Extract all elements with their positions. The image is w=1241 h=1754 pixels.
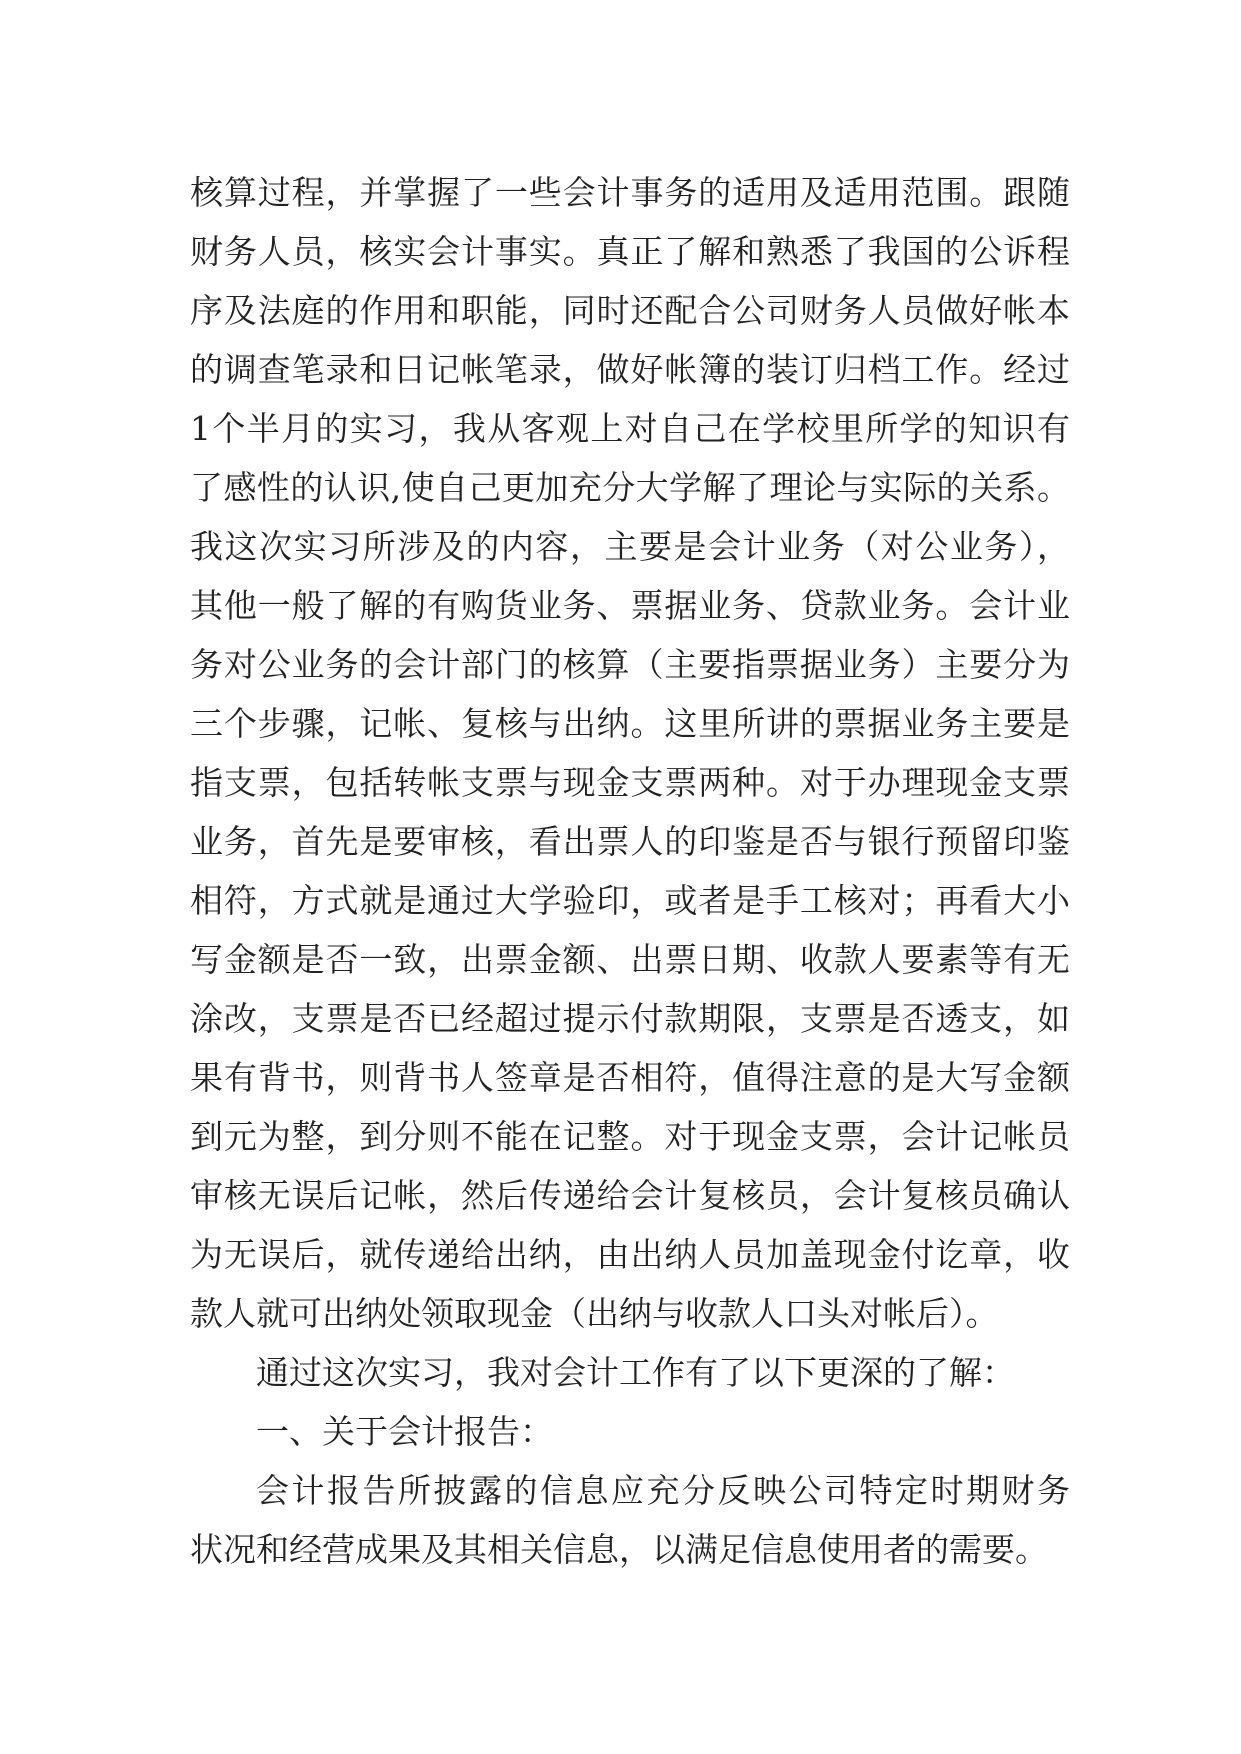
text-line: 了感性的认识,使自己更加充分大学解了理论与实际的关系。 xyxy=(190,468,1070,507)
text-line: 相符，方式就是通过大学验印，或者是手工核对；再看大小 xyxy=(190,881,1070,920)
text-line: 指支票，包括转帐支票与现金支票两种。对于办理现金支票 xyxy=(190,763,1070,802)
text-line: 的调查笔录和日记帐笔录，做好帐簿的装订归档工作。经过 xyxy=(190,350,1070,389)
body-text xyxy=(190,163,1070,1579)
text-line: 其他一般了解的有购货业务、票据业务、贷款业务。会计业 xyxy=(190,586,1070,625)
text-line: 1个半月的实习，我从客观上对自己在学校里所学的知识有 xyxy=(190,409,1070,448)
text-line: 我这次实习所涉及的内容，主要是会计业务（对公业务）， xyxy=(190,527,1070,566)
text-line: 涂改，支票是否已经超过提示付款期限，支票是否透支，如 xyxy=(190,999,1070,1038)
text-line: 写金额是否一致，出票金额、出票日期、收款人要素等有无 xyxy=(190,940,1070,979)
text-line: 核算过程，并掌握了一些会计事务的适用及适用范围。跟随 xyxy=(190,173,1070,212)
text-line: 务对公业务的会计部门的核算（主要指票据业务）主要分为 xyxy=(190,645,1070,684)
paragraph-line: 通过这次实习，我对会计工作有了以下更深的了解： xyxy=(256,1353,1015,1392)
text-line: 到元为整，到分则不能在记整。对于现金支票，会计记帐员 xyxy=(190,1117,1070,1156)
section-heading: 一、关于会计报告： xyxy=(256,1412,553,1451)
text-line: 序及法庭的作用和职能，同时还配合公司财务人员做好帐本 xyxy=(190,291,1070,330)
text-line: 状况和经营成果及其相关信息，以满足信息使用者的需要。 xyxy=(190,1530,1048,1569)
text-line: 果有背书，则背书人签章是否相符，值得注意的是大写金额 xyxy=(190,1058,1070,1097)
text-line: 为无误后，就传递给出纳，由出纳人员加盖现金付讫章，收 xyxy=(190,1235,1070,1274)
text-line: 财务人员，核实会计事实。真正了解和熟悉了我国的公诉程 xyxy=(190,232,1070,271)
paragraph-line: 会计报告所披露的信息应充分反映公司特定时期财务 xyxy=(256,1471,1070,1510)
text-line: 款人就可出纳处领取现金（出纳与收款人口头对帐后）。 xyxy=(190,1294,999,1333)
text-line: 审核无误后记帐，然后传递给会计复核员，会计复核员确认 xyxy=(190,1176,1070,1215)
text-line: 三个步骤，记帐、复核与出纳。这里所讲的票据业务主要是 xyxy=(190,704,1070,743)
text-line: 业务，首先是要审核，看出票人的印鉴是否与银行预留印鉴 xyxy=(190,822,1070,861)
